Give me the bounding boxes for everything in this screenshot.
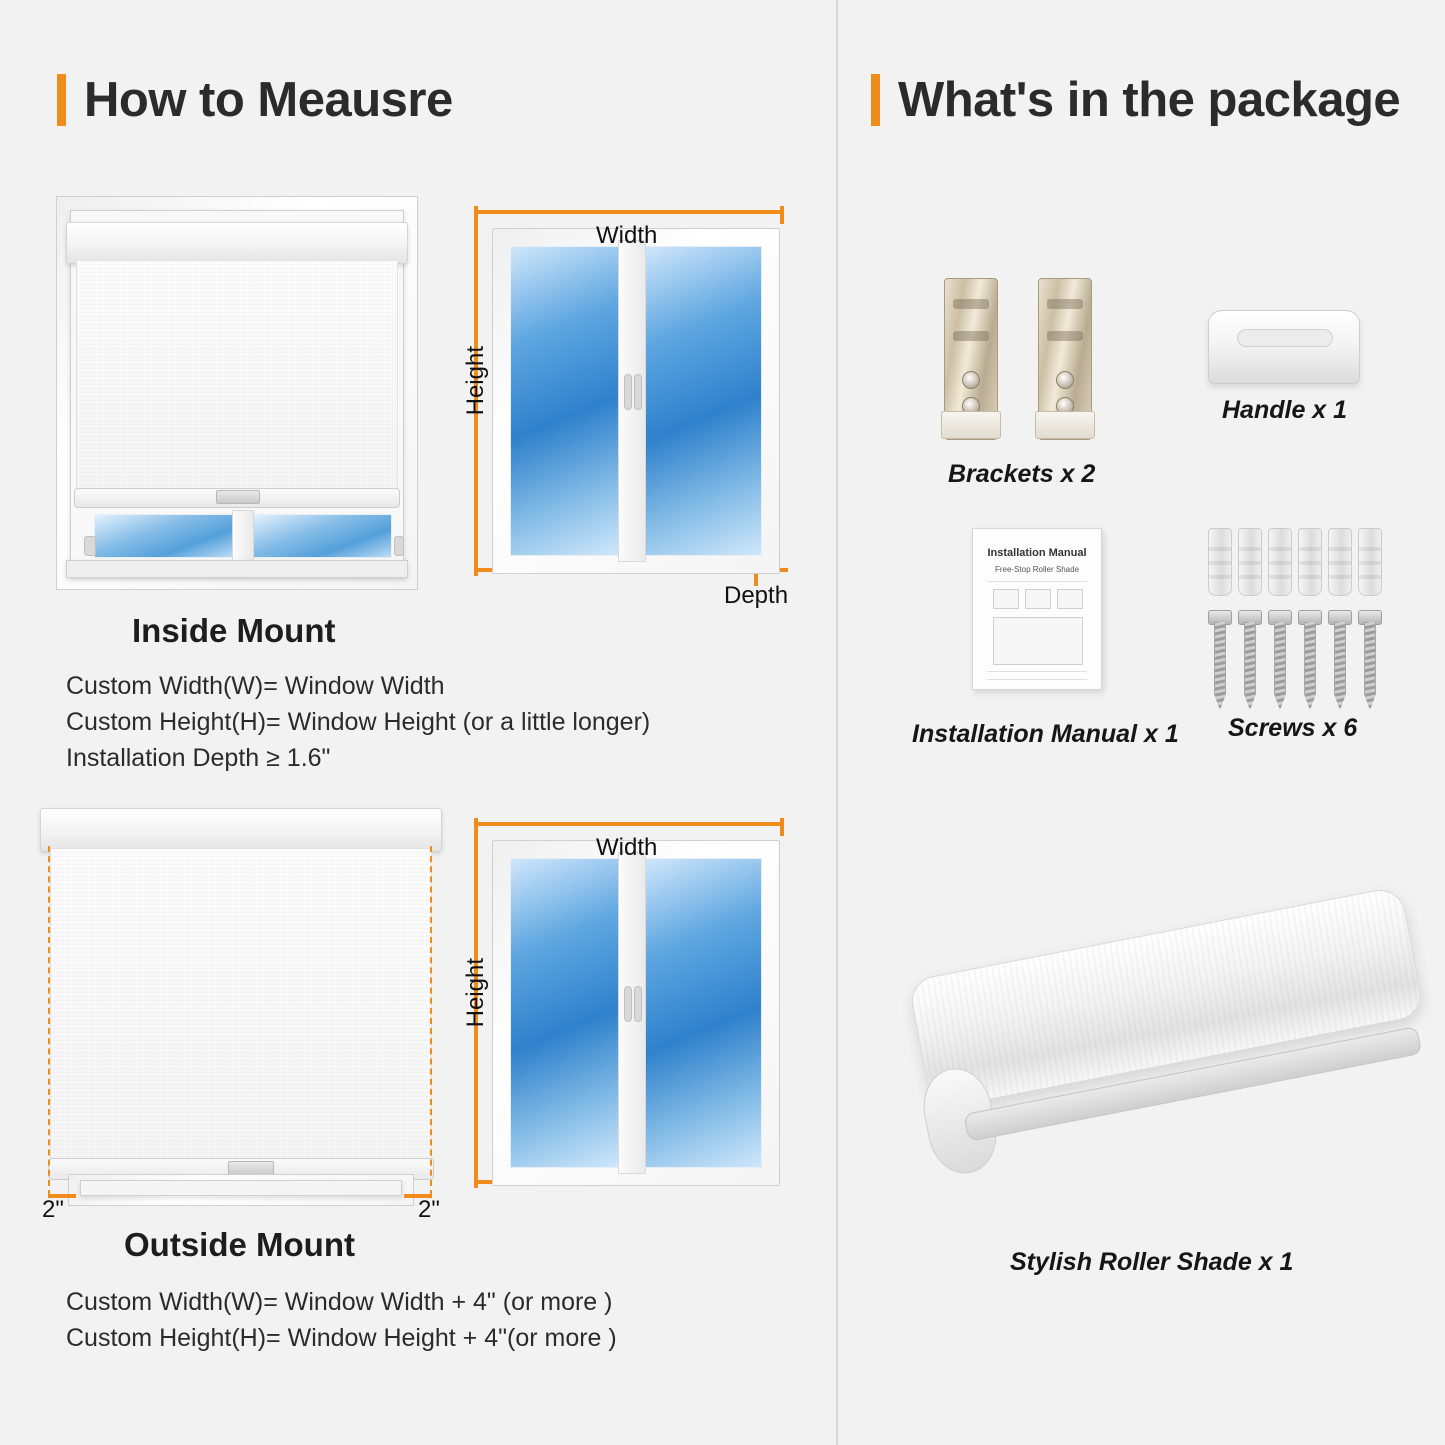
window-handle-right (394, 536, 404, 556)
manual-cover-title: Installation Manual (987, 547, 1087, 559)
measure-mark-top-right (780, 206, 784, 224)
bracket-slot (1047, 299, 1083, 309)
bracket-screw-hole (962, 371, 980, 389)
bracket-slot (1047, 331, 1083, 341)
measure-mark-top-right (780, 818, 784, 836)
label-height: Height (462, 958, 489, 1028)
wall-anchor (1238, 528, 1262, 596)
label-depth: Depth (724, 582, 789, 609)
wall-anchor (1358, 528, 1382, 596)
brackets-label: Brackets x 2 (948, 460, 1096, 488)
installation-manual-label: Installation Manual x 1 (912, 720, 1179, 748)
manual-rule (987, 671, 1087, 672)
manual-thumbnail (1025, 589, 1051, 609)
bracket-slot (953, 299, 989, 309)
wall-anchor (1208, 528, 1232, 596)
window-handle-right (634, 374, 642, 410)
window-glass-left (510, 246, 620, 556)
outside-mount-measure-diagram (462, 808, 806, 1208)
label-width: Width (596, 222, 658, 249)
panel-divider (836, 0, 838, 1445)
heading-accent-bar (57, 74, 66, 126)
overhang-label-right: 2" (418, 1196, 440, 1223)
shade-headrail (66, 222, 408, 264)
window-handle-left (624, 986, 632, 1022)
wall-anchor (1268, 528, 1292, 596)
shade-fabric (50, 848, 432, 1166)
wall-anchor (1298, 528, 1322, 596)
screws-illustration (1208, 528, 1384, 696)
window-glass-left (94, 514, 234, 558)
window-mullion (232, 510, 254, 566)
right-heading-text: What's in the package (898, 73, 1401, 127)
left-panel-heading (57, 72, 453, 128)
handle-illustration (1208, 310, 1360, 384)
overhang-guide-right (430, 846, 432, 1196)
installation-manual-illustration (972, 528, 1102, 690)
window-sill (66, 560, 408, 578)
screw (1241, 610, 1257, 710)
manual-cover-subtitle: Free-Stop Roller Shade (994, 565, 1080, 574)
outside-mount-shade-illustration (40, 808, 440, 1208)
inside-mount-spec-2: Custom Height(H)= Window Height (or a little longer) (66, 708, 651, 736)
overhang-label-left: 2" (42, 1196, 64, 1223)
bracket-base (941, 411, 1001, 439)
screw (1301, 610, 1317, 710)
measure-mark-top (474, 822, 784, 826)
window-glass-right (644, 246, 762, 556)
window-glass-right (644, 858, 762, 1168)
inside-mount-shade-illustration (56, 196, 416, 588)
measure-mark-top (474, 210, 784, 214)
bracket-slot (953, 331, 989, 341)
shade-headrail (40, 808, 442, 852)
shade-grip-handle (216, 490, 260, 504)
outside-mount-spec-1: Custom Width(W)= Window Width + 4" (or more ) (66, 1288, 613, 1316)
outside-mount-title: Outside Mount (124, 1226, 355, 1263)
inside-mount-spec-3: Installation Depth ≥ 1.6" (66, 744, 331, 772)
inside-mount-title: Inside Mount (132, 612, 336, 649)
heading-accent-bar (871, 74, 880, 126)
bracket-screw-hole (1056, 371, 1074, 389)
handle-label: Handle x 1 (1222, 396, 1348, 424)
window-sill (80, 1180, 402, 1196)
left-heading-text: How to Meausre (84, 73, 453, 127)
window-glass-right (252, 514, 392, 558)
roller-shade-illustration (900, 900, 1420, 1200)
bracket-left (944, 278, 998, 440)
bracket-base (1035, 411, 1095, 439)
window-handle-right (634, 986, 642, 1022)
right-panel-heading (871, 72, 1400, 128)
screw (1331, 610, 1347, 710)
brackets-illustration (940, 278, 1110, 458)
outside-mount-spec-2: Custom Height(H)= Window Height + 4"(or more ) (66, 1324, 617, 1352)
screw (1211, 610, 1227, 710)
screws-label: Screws x 6 (1228, 714, 1358, 742)
label-height: Height (462, 346, 489, 416)
wall-anchor (1328, 528, 1352, 596)
window-handle-left (84, 536, 96, 556)
inside-mount-spec-1: Custom Width(W)= Window Width (66, 672, 445, 700)
inside-mount-measure-diagram (462, 196, 806, 609)
manual-diagram (993, 617, 1083, 665)
handle-grip-cutout (1237, 329, 1333, 347)
measure-mark-top-left (474, 818, 478, 836)
screw (1361, 610, 1377, 710)
window-glass-left (510, 858, 620, 1168)
manual-thumbnail (1057, 589, 1083, 609)
window-handle-left (624, 374, 632, 410)
manual-rule (987, 581, 1087, 582)
manual-thumbnail (993, 589, 1019, 609)
measure-mark-top-left (474, 206, 478, 224)
shade-fabric (76, 260, 398, 494)
overhang-guide-left (48, 846, 50, 1196)
screw (1271, 610, 1287, 710)
label-width: Width (596, 834, 658, 861)
bracket-right (1038, 278, 1092, 440)
roller-shade-label: Stylish Roller Shade x 1 (1010, 1248, 1294, 1276)
manual-rule (987, 679, 1087, 680)
